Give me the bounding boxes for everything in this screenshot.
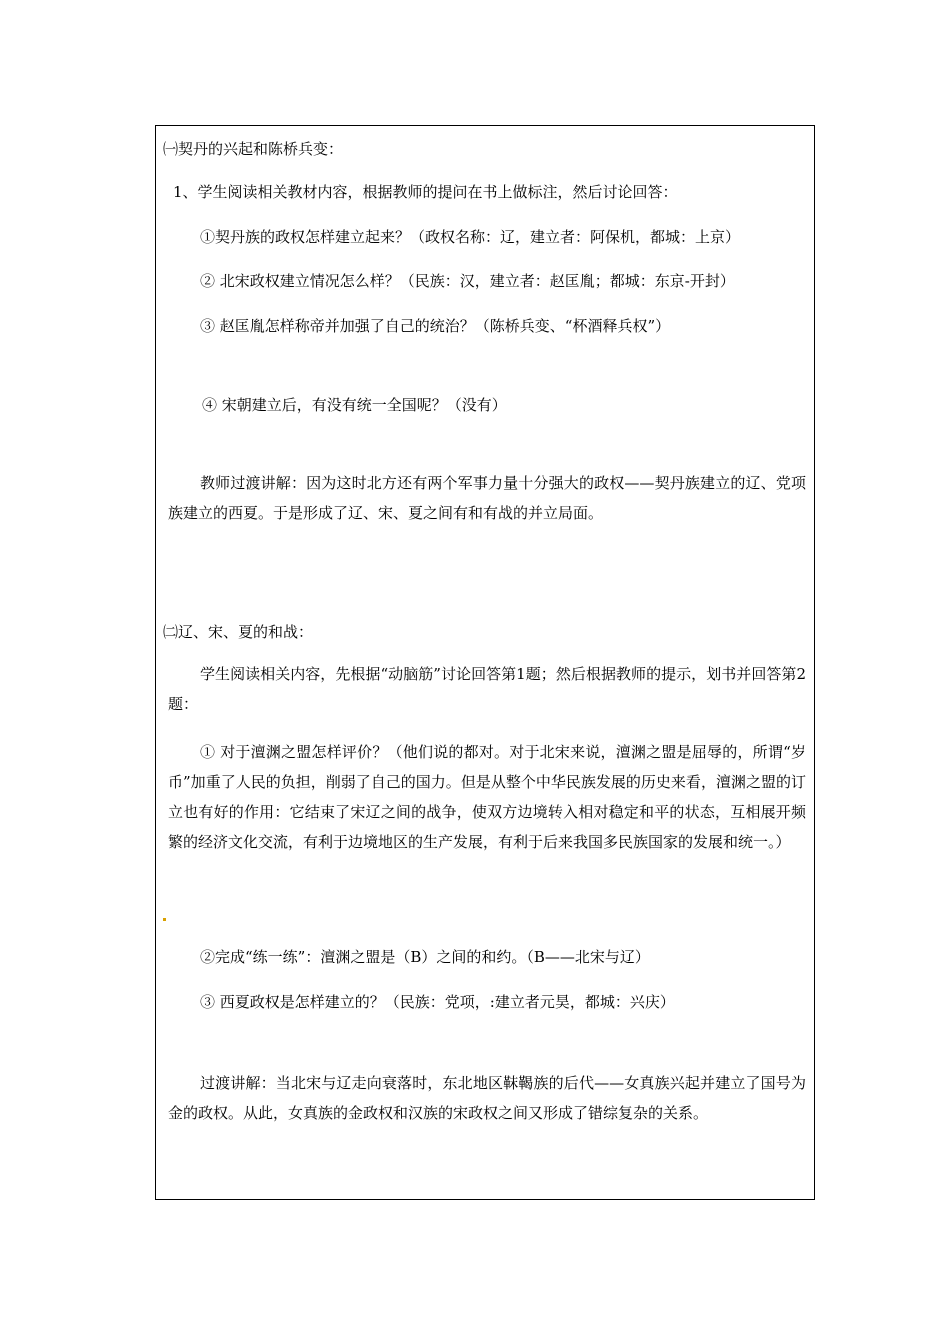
section2-heading: ㈡辽、宋、夏的和战： <box>163 623 314 641</box>
section1-transition: 教师过渡讲解：因为这时北方还有两个军事力量十分强大的政权——契丹族建立的辽、党项族建立的西夏。于是形成了辽、宋、夏之间有和有战的并立局面。 <box>168 474 806 522</box>
section2-question-2: ②完成“练一练”：澶渊之盟是（B）之间的和约。（B——北宋与辽） <box>200 948 650 966</box>
section1-question-3: ③ 赵匡胤怎样称帝并加强了自己的统治？（陈桥兵变、“杯酒释兵权”） <box>200 317 671 335</box>
stray-mark <box>163 918 166 921</box>
section1-heading: ㈠契丹的兴起和陈桥兵变： <box>163 140 344 158</box>
section2-intro: 学生阅读相关内容，先根据“动脑筋”讨论回答第1题；然后根据教师的提示，划书并回答第2题： <box>168 665 806 713</box>
section2-transition: 过渡讲解：当北宋与辽走向衰落时，东北地区靺鞨族的后代——女真族兴起并建立了国号为金的政权。从此，女真族的金政权和汉族的宋政权之间又形成了错综复杂的关系。 <box>168 1074 806 1122</box>
section2-question-3: ③ 西夏政权是怎样建立的？（民族：党项，:建立者元昊，都城：兴庆） <box>200 993 675 1011</box>
section1-question-4: ④ 宋朝建立后，有没有统一全国呢？（没有） <box>202 396 507 414</box>
section1-intro: 1、学生阅读相关教材内容，根据教师的提问在书上做标注，然后讨论回答： <box>173 183 678 201</box>
section2-question-1: ① 对于澶渊之盟怎样评价？（他们说的都对。对于北宋来说，澶渊之盟是屈辱的，所谓“岁币”加重了人民的负担，削弱了自己的国力。但是从整个中华民族发展的历史来看，澶渊之盟的订立也有好的作用：它结束了宋辽之间的战争，使双方边境转入相对稳定和平的状态，互相展开频繁的经济文化交流，有利于边境地区的生产发展，有利于后来我国多民族国家的发展和统一。） <box>168 743 806 851</box>
section1-question-2: ② 北宋政权建立情况怎么样？（民族：汉，建立者：赵匡胤；都城：东京-开封） <box>200 272 735 290</box>
section1-question-1: ①契丹族的政权怎样建立起来？（政权名称：辽，建立者：阿保机，都城：上京） <box>200 228 741 246</box>
